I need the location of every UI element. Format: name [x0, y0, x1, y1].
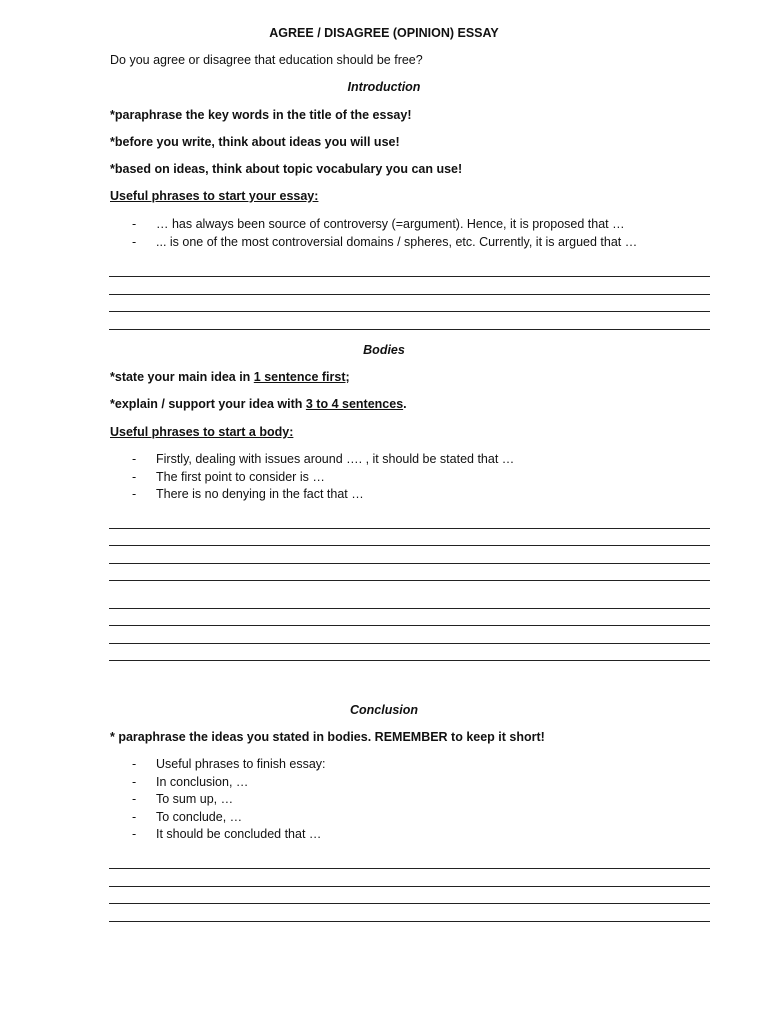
writing-line[interactable]: [109, 625, 710, 626]
writing-line[interactable]: [109, 294, 710, 295]
writing-line[interactable]: [109, 903, 710, 904]
conclusion-phrase-2: In conclusion, …: [156, 775, 249, 789]
writing-line[interactable]: [109, 660, 710, 661]
writing-line[interactable]: [109, 580, 710, 581]
tip-emphasis: 1 sentence first: [253, 370, 346, 384]
conclusion-phrase-5: It should be concluded that …: [156, 827, 322, 841]
page-title: AGREE / DISAGREE (OPINION) ESSAY: [269, 26, 499, 40]
bullet-dash: -: [132, 452, 137, 466]
bullet-dash: -: [132, 487, 137, 501]
writing-line[interactable]: [109, 528, 710, 529]
bodies-heading: Bodies: [363, 343, 405, 357]
conclusion-phrase-3: To sum up, …: [156, 792, 234, 806]
writing-line[interactable]: [109, 886, 710, 887]
body-phrase-3: There is no denying in the fact that …: [156, 487, 364, 501]
intro-tip-2: *before you write, think about ideas you will use!: [110, 135, 400, 149]
conclusion-tip: * paraphrase the ideas you stated in bodies. REMEMBER to keep it short!: [110, 730, 545, 744]
writing-line[interactable]: [109, 643, 710, 644]
essay-question: Do you agree or disagree that education should be free?: [110, 53, 423, 67]
tip-text-end: .: [403, 397, 407, 411]
tip-text: *explain / support your idea with: [110, 397, 306, 411]
tip-text: *state your main idea in: [110, 370, 254, 384]
intro-phrase-1: … has always been source of controversy (=argument). Hence, it is proposed that …: [156, 217, 625, 231]
bullet-dash: -: [132, 810, 137, 824]
tip-emphasis: 3 to 4 sentences: [305, 397, 404, 411]
writing-line[interactable]: [109, 311, 710, 312]
writing-line[interactable]: [109, 921, 710, 922]
writing-line[interactable]: [109, 608, 710, 609]
writing-line[interactable]: [109, 545, 710, 546]
conclusion-heading: Conclusion: [349, 703, 419, 717]
intro-tip-3: *based on ideas, think about topic vocabulary you can use!: [110, 162, 463, 176]
bullet-dash: -: [132, 757, 137, 771]
bullet-dash: -: [132, 470, 137, 484]
body-phrase-1: Firstly, dealing with issues around …. , it should be stated that …: [156, 452, 515, 466]
bodies-tip-2: [110, 397, 407, 411]
writing-line[interactable]: [109, 868, 710, 869]
writing-line[interactable]: [109, 276, 710, 277]
bullet-dash: -: [132, 235, 137, 249]
introduction-heading: Introduction: [347, 80, 421, 94]
intro-phrases-heading: Useful phrases to start your essay:: [110, 189, 319, 203]
tip-text-end: ;: [345, 370, 350, 384]
bodies-tip-1: [110, 370, 350, 384]
bodies-phrases-heading: Useful phrases to start a body:: [110, 425, 294, 439]
writing-line[interactable]: [109, 329, 710, 330]
bullet-dash: -: [132, 792, 137, 806]
intro-tip-1: *paraphrase the key words in the title of the essay!: [110, 108, 412, 122]
intro-phrase-2: ... is one of the most controversial domains / spheres, etc. Currently, it is argued that …: [156, 235, 638, 249]
body-phrase-2: The first point to consider is …: [156, 470, 325, 484]
bullet-dash: -: [132, 775, 137, 789]
bullet-dash: -: [132, 217, 137, 231]
writing-line[interactable]: [109, 563, 710, 564]
bullet-dash: -: [132, 827, 137, 841]
conclusion-phrase-1: Useful phrases to finish essay:: [156, 757, 326, 771]
conclusion-phrase-4: To conclude, …: [156, 810, 243, 824]
